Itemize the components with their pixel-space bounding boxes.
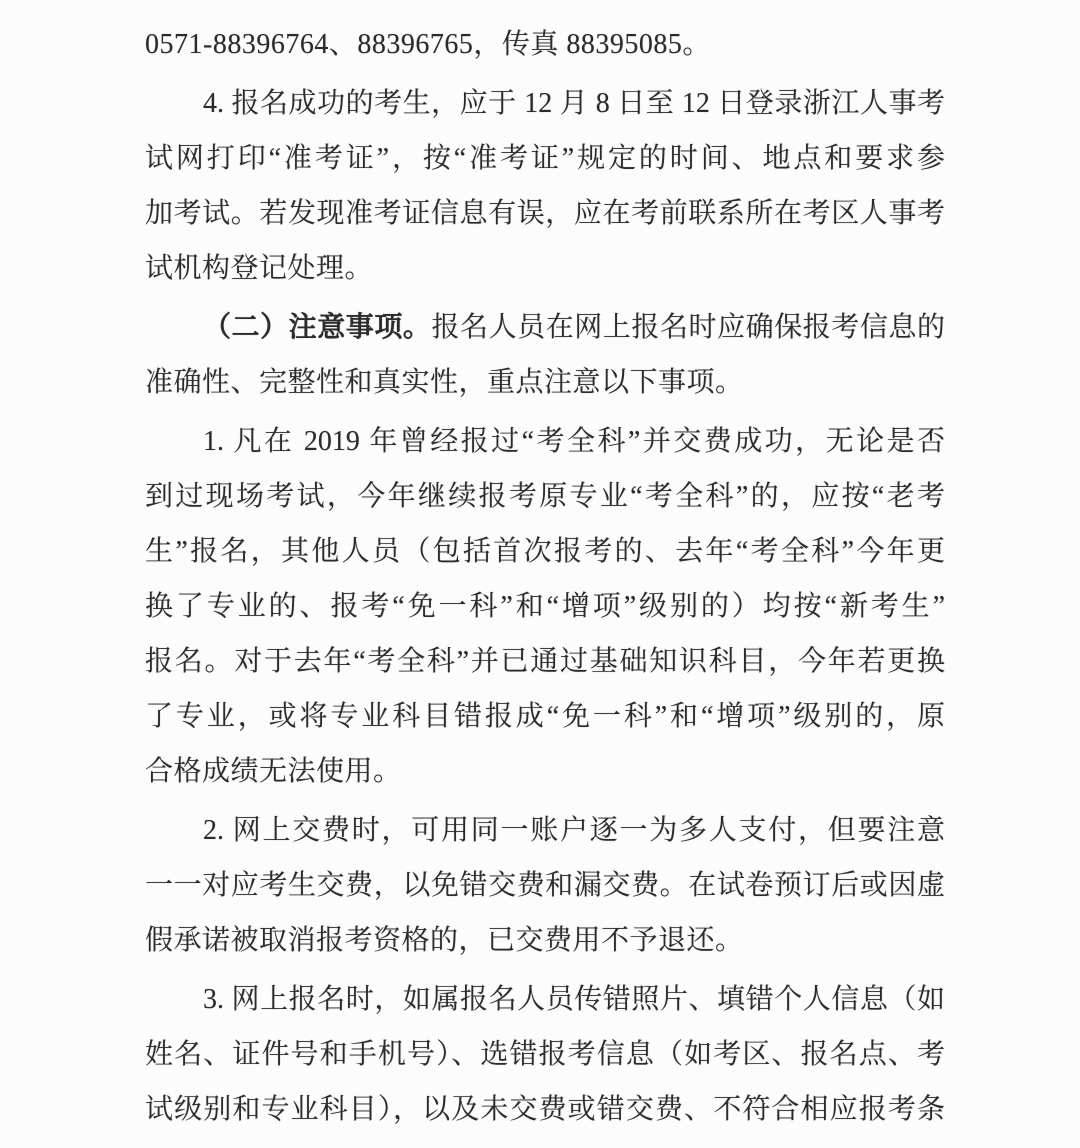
document-line-section2-start (145, 300, 945, 355)
document-line: 了专业，或将专业科目错报成“免一科”和“增项”级别的，原 (145, 701, 945, 732)
document-line-item1-start: 1. 凡在 2019 年曾经报过“考全科”并交费成功，无论是否 (203, 426, 945, 457)
document-line: 合格成绩无法使用。 (145, 756, 402, 787)
document-line: 准确性、完整性和真实性，重点注意以下事项。 (145, 367, 744, 398)
document-line-phone-fax: 0571-88396764、88396765，传真 88395085。 (145, 29, 711, 60)
document-line: 试网打印“准考证”，按“准考证”规定的时间、地点和要求参 (145, 143, 945, 174)
document-line: 换了专业的、报考“免一科”和“增项”级别的）均按“新考生” (145, 591, 945, 622)
document-line: 一一对应考生交费，以免错交费和漏交费。在试卷预订后或因虚 (145, 870, 945, 901)
document-line: 假承诺被取消报考资格的，已交费用不予退还。 (145, 925, 744, 956)
document-line-item2-start: 2. 网上交费时，可用同一账户逐一为多人支付，但要注意 (203, 815, 945, 846)
document-line-text: 报名人员在网上报名时应确保报考信息的 (431, 312, 945, 343)
document-line-item3-start: 3. 网上报名时，如属报名人员传错照片、填错个人信息（如 (203, 984, 945, 1015)
document-line: 到过现场考试，今年继续报考原专业“考全科”的，应按“老考 (145, 481, 945, 512)
document-line: 报名。对于去年“考全科”并已通过基础知识科目，今年若更换 (145, 646, 945, 677)
document-line: 加考试。若发现准考证信息有误，应在考前联系所在考区人事考 (145, 198, 945, 229)
document-line: 试级别和专业科目），以及未交费或错交费、不符合相应报考条 (145, 1094, 945, 1125)
document-line-item4-start: 4. 报名成功的考生，应于 12 月 8 日至 12 日登录浙江人事考 (203, 88, 945, 119)
document-line: 试机构登记处理。 (145, 253, 374, 284)
section-heading-notes: （二）注意事项。 (203, 312, 432, 343)
document-line: 姓名、证件号和手机号）、选错报考信息（如考区、报名点、考 (145, 1039, 945, 1070)
document-line: 生”报名，其他人员（包括首次报考的、去年“考全科”今年更 (145, 536, 945, 567)
